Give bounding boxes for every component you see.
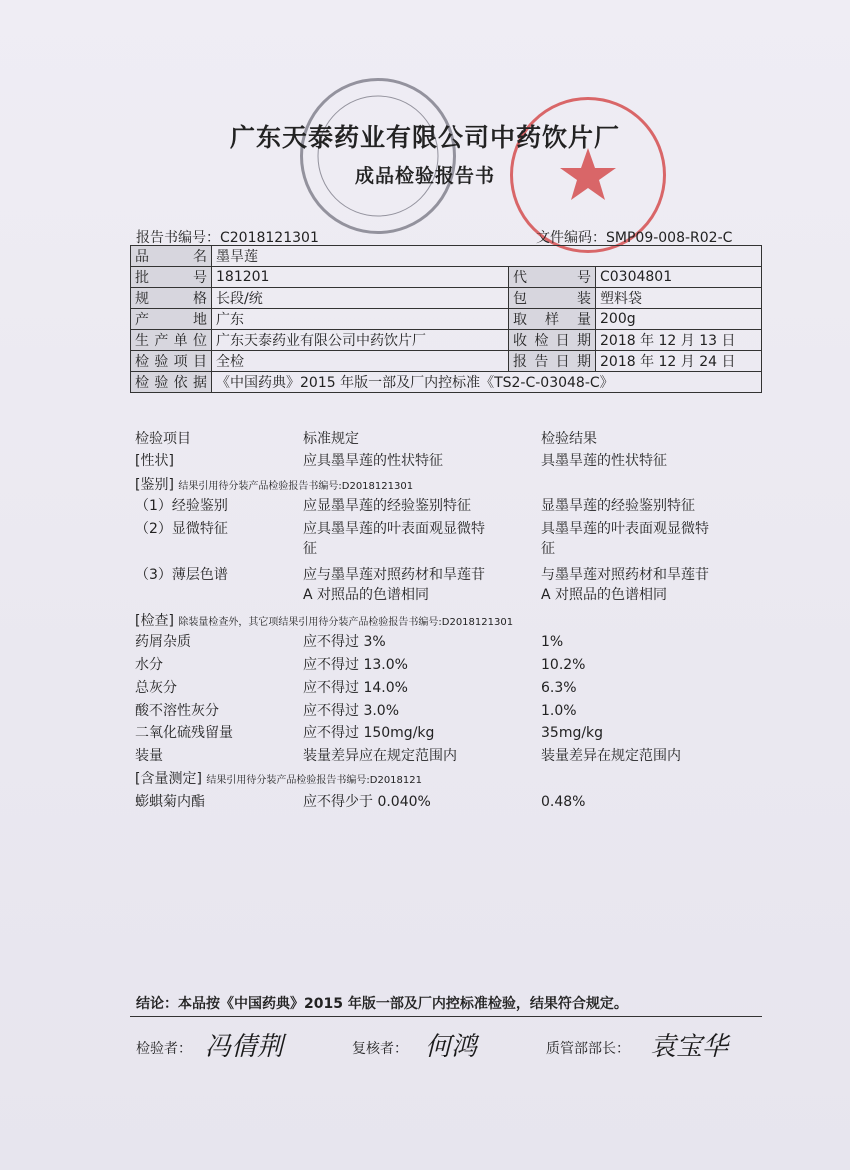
ash-result: 6.3% bbox=[541, 680, 577, 696]
company-title: 广东天泰药业有限公司中药饮片厂 bbox=[229, 123, 620, 152]
acid-ash-standard: 应不得过 3.0% bbox=[303, 703, 400, 719]
report-title: 成品检验报告书 bbox=[354, 165, 495, 187]
so2-result: 35mg/kg bbox=[541, 725, 604, 741]
id1-label: （1）经验鉴别 bbox=[135, 498, 228, 514]
spec-value: 长段/统 bbox=[212, 288, 509, 309]
id1-standard: 应显墨旱莲的经验鉴别特征 bbox=[303, 498, 471, 514]
inspection-seal-icon bbox=[303, 81, 453, 231]
character-result: 具墨旱莲的性状特征 bbox=[541, 453, 667, 469]
id2-label: （2）显微特征 bbox=[135, 521, 228, 537]
id3-result: 与墨旱莲对照药材和旱莲苷 A 对照品的色谱相同 bbox=[541, 567, 709, 603]
spec-label: 规格 bbox=[131, 288, 212, 309]
fill-standard: 装量差异应在规定范围内 bbox=[303, 748, 457, 764]
water-label: 水分 bbox=[135, 657, 163, 673]
so2-standard: 应不得过 150mg/kg bbox=[303, 725, 435, 741]
report-number: 报告书编号：C2018121301 bbox=[136, 230, 319, 246]
product-info-table bbox=[130, 245, 762, 393]
col-head-standard: 标准规定 bbox=[303, 431, 359, 447]
ash-label: 总灰分 bbox=[135, 680, 177, 696]
sample-value: 200g bbox=[596, 309, 762, 330]
check-note: 除装量检查外，其它项结果引用待分装产品检验报告书编号:D2018121301 bbox=[178, 617, 514, 628]
inspector-label: 检验者： bbox=[136, 1041, 192, 1057]
test-item-value: 全检 bbox=[212, 351, 509, 372]
batch-value: 181201 bbox=[212, 267, 509, 288]
col-head-result: 检验结果 bbox=[541, 431, 597, 447]
report-date-value: 2018 年 12 月 24 日 bbox=[596, 351, 762, 372]
conclusion-divider bbox=[130, 1016, 762, 1017]
wedelolactone-standard: 应不得少于 0.040% bbox=[303, 794, 431, 810]
wedelolactone-result: 0.48% bbox=[541, 794, 586, 810]
acid-ash-label: 酸不溶性灰分 bbox=[135, 703, 219, 719]
basis-label: 检验依据 bbox=[131, 372, 212, 393]
assay-heading: [含量测定] 结果引用待分装产品检验报告书编号:D2018121 bbox=[135, 771, 422, 787]
inspection-seal bbox=[300, 78, 456, 234]
received-value: 2018 年 12 月 13 日 bbox=[596, 330, 762, 351]
file-number: 文件编码：SMP09-008-R02-C bbox=[536, 230, 733, 246]
origin-label: 产地 bbox=[131, 309, 212, 330]
wedelolactone-label: 蟛蜞菊内酯 bbox=[135, 794, 205, 810]
ash-standard: 应不得过 14.0% bbox=[303, 680, 408, 696]
character-standard: 应具墨旱莲的性状特征 bbox=[303, 453, 443, 469]
code-value: C0304801 bbox=[596, 267, 762, 288]
assay-note: 结果引用待分装产品检验报告书编号:D2018121 bbox=[206, 775, 422, 786]
product-name-value: 墨旱莲 bbox=[212, 246, 762, 267]
package-value: 塑料袋 bbox=[596, 288, 762, 309]
sample-label: 取样量 bbox=[509, 309, 596, 330]
reviewer-label: 复核者： bbox=[352, 1041, 408, 1057]
code-label: 代号 bbox=[509, 267, 596, 288]
fill-result: 装量差异在规定范围内 bbox=[541, 748, 681, 764]
check-heading: [检查] 除装量检查外，其它项结果引用待分装产品检验报告书编号:D2018121301 bbox=[135, 613, 514, 629]
reviewer-signature: 何鸿 bbox=[425, 1032, 478, 1062]
package-label: 包装 bbox=[509, 288, 596, 309]
basis-value: 《中国药典》2015 年版一部及厂内控标准《TS2-C-03048-C》 bbox=[212, 372, 762, 393]
id3-standard: 应与墨旱莲对照药材和旱莲苷 A 对照品的色谱相同 bbox=[303, 567, 485, 603]
batch-label: 批号 bbox=[131, 267, 212, 288]
so2-label: 二氧化硫残留量 bbox=[135, 725, 233, 741]
id2-standard: 应具墨旱莲的叶表面观显微特 征 bbox=[303, 521, 485, 557]
test-item-label: 检验项目 bbox=[131, 351, 212, 372]
water-standard: 应不得过 13.0% bbox=[303, 657, 408, 673]
impurity-label: 药屑杂质 bbox=[135, 634, 191, 650]
col-head-item: 检验项目 bbox=[135, 431, 191, 447]
impurity-standard: 应不得过 3% bbox=[303, 634, 386, 650]
impurity-result: 1% bbox=[541, 634, 564, 650]
product-name-label: 品名 bbox=[131, 246, 212, 267]
identify-heading: [鉴别] 结果引用待分装产品检验报告书编号:D2018121301 bbox=[135, 477, 414, 493]
id3-label: （3）薄层色谱 bbox=[135, 567, 228, 583]
conclusion: 结论：本品按《中国药典》2015 年版一部及厂内控标准检验，结果符合规定。 bbox=[136, 996, 628, 1012]
qa-signature: 袁宝华 bbox=[650, 1032, 729, 1062]
qa-label: 质管部部长： bbox=[546, 1041, 630, 1057]
maker-value: 广东天泰药业有限公司中药饮片厂 bbox=[212, 330, 509, 351]
fill-label: 装量 bbox=[135, 748, 163, 764]
origin-value: 广东 bbox=[212, 309, 509, 330]
received-label: 收检日期 bbox=[509, 330, 596, 351]
id2-result: 具墨旱莲的叶表面观显微特 征 bbox=[541, 521, 709, 557]
id1-result: 显墨旱莲的经验鉴别特征 bbox=[541, 498, 695, 514]
water-result: 10.2% bbox=[541, 657, 586, 673]
acid-ash-result: 1.0% bbox=[541, 703, 577, 719]
maker-label: 生产单位 bbox=[131, 330, 212, 351]
identify-note: 结果引用待分装产品检验报告书编号:D2018121301 bbox=[178, 481, 414, 492]
character-label: [性状] bbox=[135, 453, 174, 469]
report-date-label: 报告日期 bbox=[509, 351, 596, 372]
inspector-signature: 冯倩荆 bbox=[205, 1032, 284, 1062]
